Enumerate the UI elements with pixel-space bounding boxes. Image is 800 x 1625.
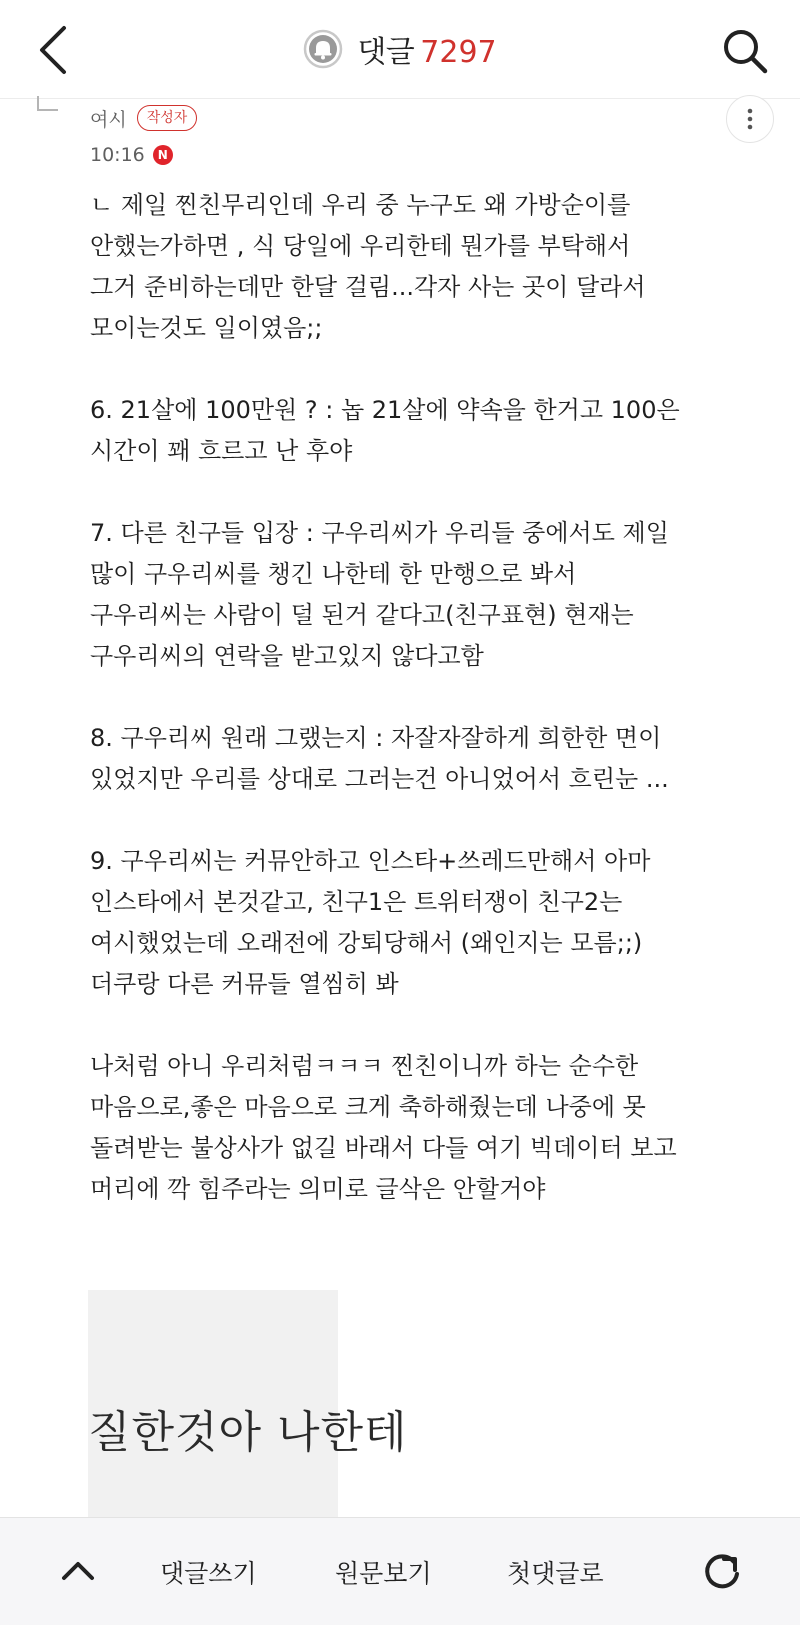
comment-line: 더쿠랑 다른 커뮤들 열씸히 봐 <box>90 970 399 998</box>
view-original-button[interactable]: 원문보기 <box>335 1559 432 1588</box>
author-badge: 작성자 <box>137 105 198 131</box>
comment-line: ㄴ 제일 찐친무리인데 우리 중 누구도 왜 가방순이를 <box>90 191 631 219</box>
comment-line: 8. 구우리씨 원래 그랬는지 : 자잘자잘하게 희한한 면이 <box>90 724 662 752</box>
chevron-up-icon[interactable] <box>58 1548 98 1594</box>
header-title-text: 댓글 <box>357 35 415 70</box>
comment-line: 7. 다른 친구들 입장 : 구우리씨가 우리들 중에서도 제일 <box>90 519 669 547</box>
bell-icon[interactable] <box>303 29 343 69</box>
comment-time-row <box>90 140 173 170</box>
comment-count: 7297 <box>420 35 497 70</box>
comment-body <box>90 185 750 1210</box>
comment-line: 여시했었는데 오래전에 강퇴당해서 (왜인지는 모름;;) <box>90 929 643 957</box>
refresh-icon[interactable] <box>700 1550 744 1594</box>
new-badge: N <box>153 145 173 165</box>
more-options-button[interactable] <box>726 95 774 143</box>
bottom-bar <box>0 1517 800 1625</box>
comment-line: 구우리씨는 사람이 덜 된거 같다고(친구표현) 현재는 <box>90 601 634 629</box>
comment-line: 구우리씨의 연락을 받고있지 않다고함 <box>90 642 484 670</box>
comment-line: 모이는것도 일이였음;; <box>90 314 323 342</box>
reply-indent-icon <box>36 96 60 114</box>
comment-line: 나처럼 아니 우리처럼ㅋㅋㅋ 찐친이니까 하는 순수한 <box>90 1052 639 1080</box>
attached-image-text: 질한것아 나한테 <box>88 1407 408 1458</box>
comment-line: 많이 구우리씨를 챙긴 나한테 한 만행으로 봐서 <box>90 560 577 588</box>
attached-image[interactable] <box>88 1290 408 1520</box>
blank-line <box>90 349 750 390</box>
search-icon[interactable] <box>720 26 770 76</box>
blank-line <box>90 800 750 841</box>
blank-line <box>90 472 750 513</box>
comment-line: 머리에 깍 힘주라는 의미로 글삭은 안할거야 <box>90 1175 546 1203</box>
comment-line: 그거 준비하는데만 한달 걸림...각자 사는 곳이 달라서 <box>90 273 646 301</box>
comment-line: 마음으로,좋은 마음으로 크게 축하해줬는데 나중에 못 <box>90 1093 646 1121</box>
comment-line: 인스타에서 본것같고, 친구1은 트위터쟁이 친구2는 <box>90 888 623 916</box>
comment-line: 안했는가하면 , 식 당일에 우리한테 뭔가를 부탁해서 <box>90 232 631 260</box>
comment-line: 9. 구우리씨는 커뮤안하고 인스타+쓰레드만해서 아마 <box>90 847 651 875</box>
header-title <box>357 27 496 71</box>
comment-line: 시간이 꽤 흐르고 난 후야 <box>90 437 353 465</box>
comment-line: 있었지만 우리를 상대로 그러는건 아니었어서 흐린눈 ... <box>90 765 669 793</box>
comment-line: 6. 21살에 100만원 ? : 놉 21살에 약속을 한거고 100은 <box>90 396 680 424</box>
first-comment-button[interactable]: 첫댓글로 <box>507 1559 604 1588</box>
header-bar <box>0 0 800 99</box>
comment-author-row <box>90 102 197 134</box>
header-title-group <box>0 26 800 72</box>
comment-author[interactable]: 여시 <box>90 108 127 131</box>
more-vertical-icon <box>746 108 754 130</box>
blank-line <box>90 677 750 718</box>
comment-line: 돌려받는 불상사가 없길 바래서 다들 여기 빅데이터 보고 <box>90 1134 677 1162</box>
comment-time: 10:16 <box>90 144 145 166</box>
write-comment-button[interactable]: 댓글쓰기 <box>160 1559 257 1588</box>
blank-line <box>90 1005 750 1046</box>
